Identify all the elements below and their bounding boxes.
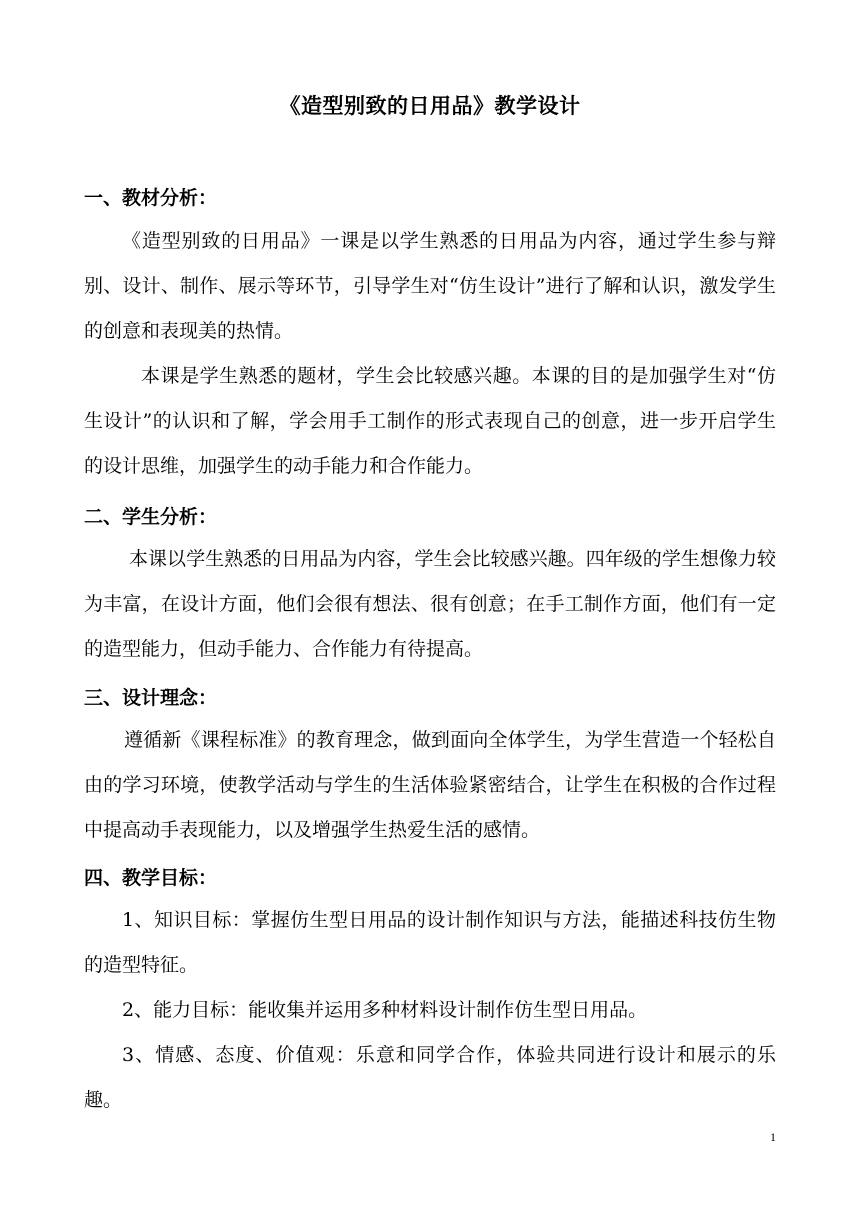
objective-ability: 2、能力目标：能收集并运用多种材料设计制作仿生型日用品。	[122, 999, 648, 1021]
paragraph-materials-1: 《造型别致的日用品》一课是以学生熟悉的日用品为内容，通过学生参与辩别、设计、制作、展示等环节，引导学生对“仿生设计”进行了解和认识，激发学生的创意和表现美的热情。	[84, 230, 776, 342]
section-heading-materials-analysis: 一、教材分析：	[84, 187, 218, 209]
paragraph-materials-2: 本课是学生熟悉的题材，学生会比较感兴趣。本课的目的是加强学生对“仿生设计”的认识和了解，学会用手工制作的形式表现自己的创意，进一步开启学生的设计思维，加强学生的动手能力和合作能力。	[84, 365, 776, 477]
paragraph-student-analysis: 本课以学生熟悉的日用品为内容，学生会比较感兴趣。四年级的学生想像力较为丰富，在设计方面，他们会很有想法、很有创意；在手工制作方面，他们有一定的造型能力，但动手能力、合作能力有待提高。	[84, 548, 776, 660]
section-heading-teaching-objectives: 四、教学目标：	[84, 867, 218, 889]
paragraph-design-concept: 遵循新《课程标准》的教育理念，做到面向全体学生，为学生营造一个轻松自由的学习环境，使教学活动与学生的生活体验紧密结合，让学生在积极的合作过程中提高动手表现能力，以及增强学生热爱生活的感情。	[84, 729, 776, 841]
section-heading-design-concept: 三、设计理念：	[84, 687, 218, 709]
document-title: 《造型别致的日用品》教学设计	[279, 94, 581, 118]
section-heading-student-analysis: 二、学生分析：	[84, 506, 218, 528]
objective-emotion-attitude-values: 3、情感、态度、价值观：乐意和同学合作，体验共同进行设计和展示的乐趣。	[84, 1044, 776, 1111]
objective-knowledge: 1、知识目标：掌握仿生型日用品的设计制作知识与方法，能描述科技仿生物的造型特征。	[84, 909, 776, 976]
page-number: 1	[770, 1130, 776, 1144]
